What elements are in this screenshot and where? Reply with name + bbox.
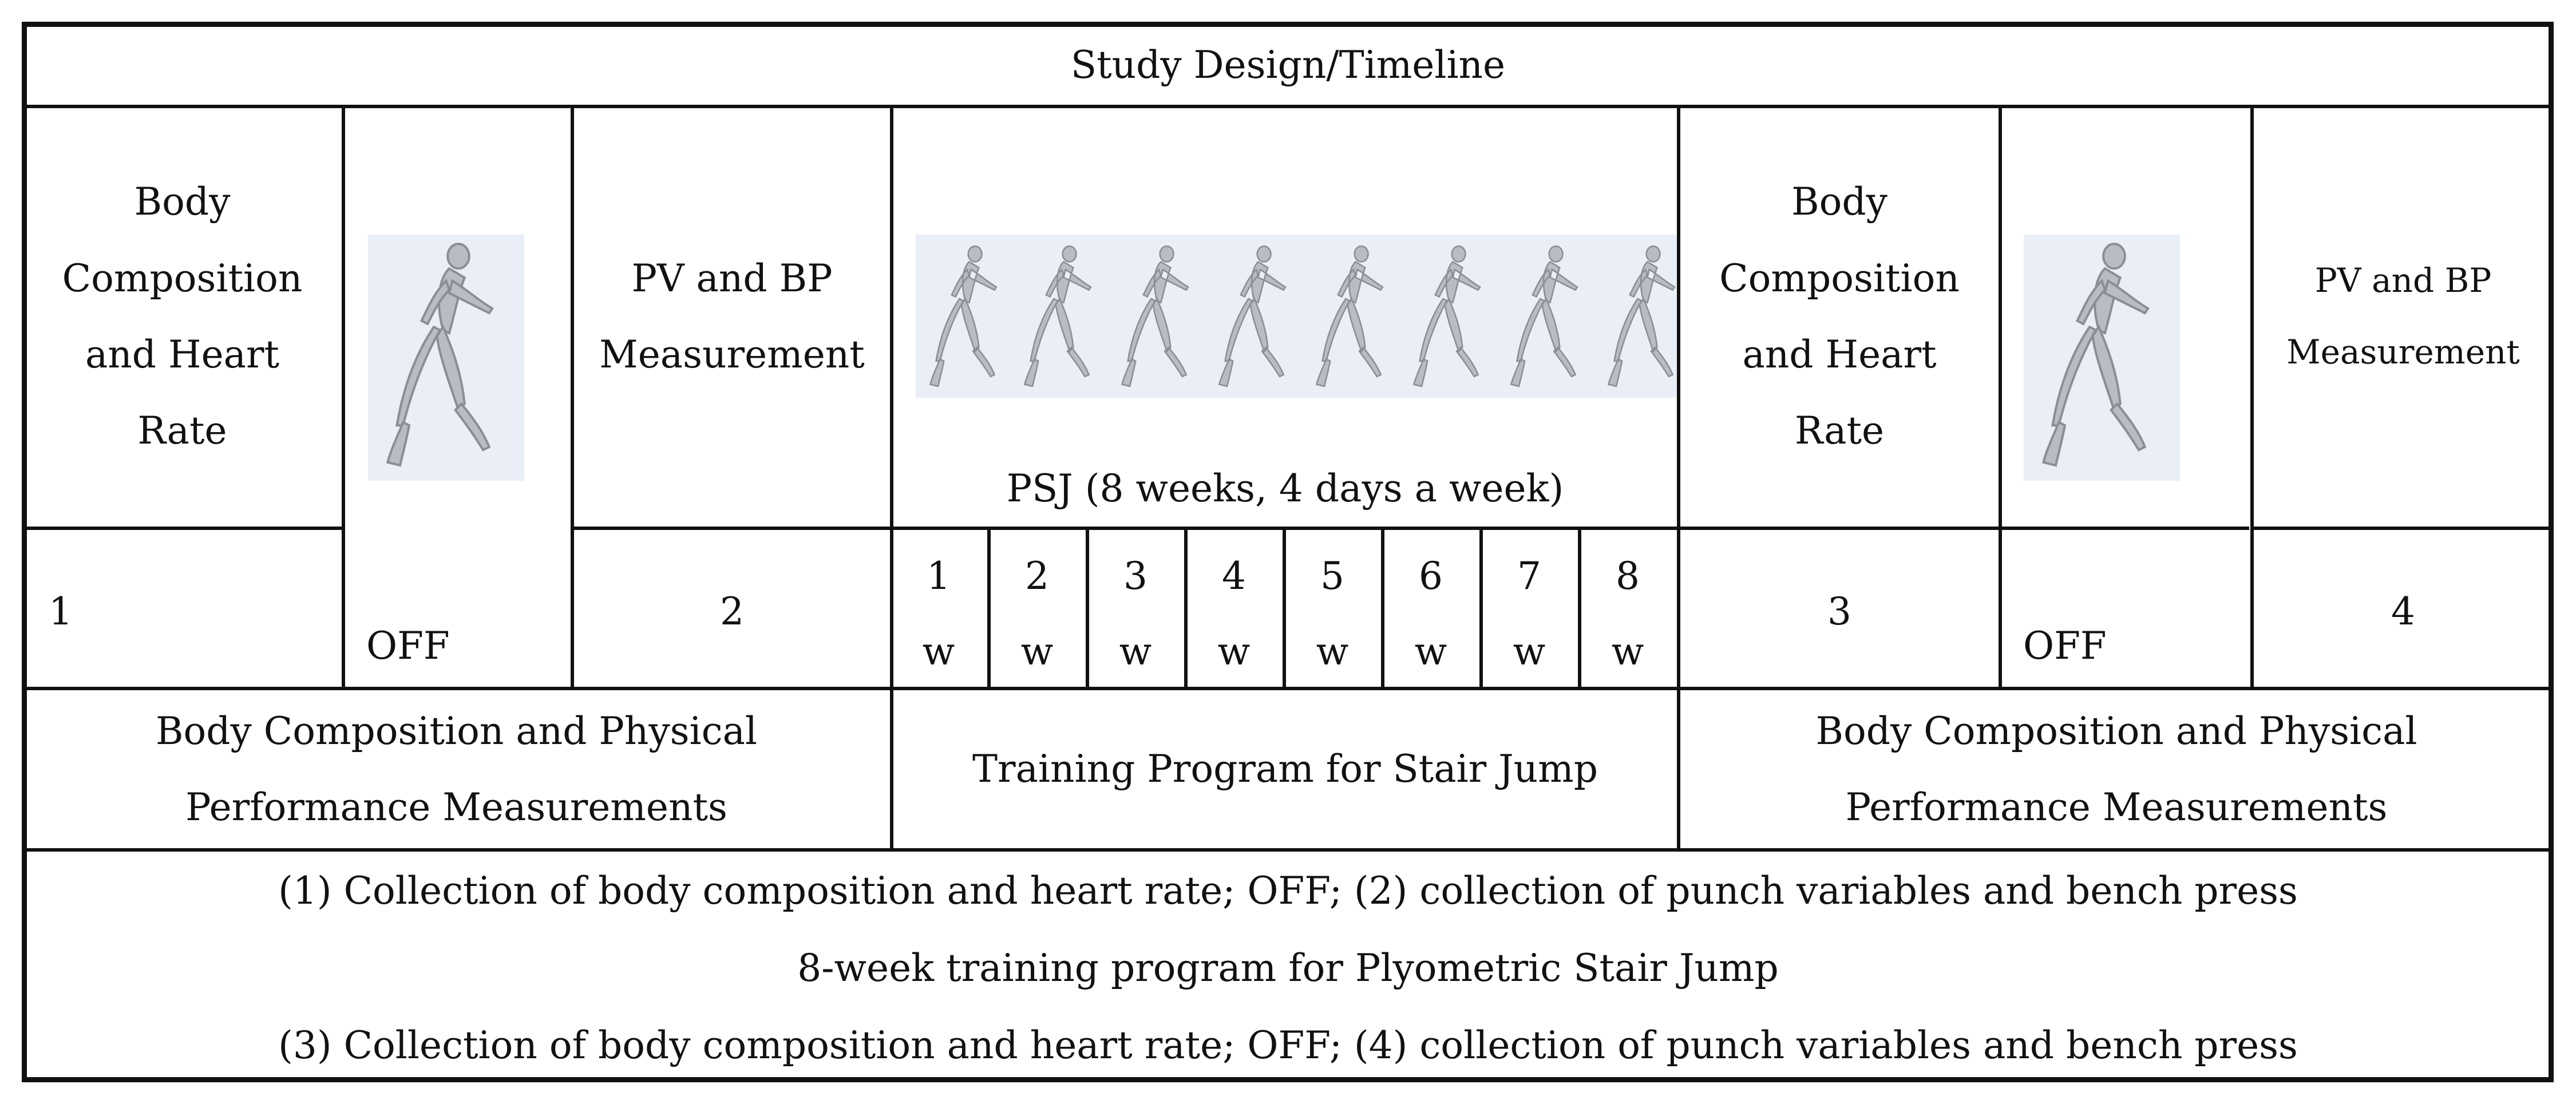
training-label: PSJ (8 weeks, 4 days a week) — [1006, 466, 1564, 511]
divider — [2252, 527, 2553, 530]
runners-strip-image — [916, 235, 1677, 398]
training-section-label: Training Program for Stair Jump — [972, 747, 1598, 792]
pre-section-label: Body Composition and Physical Performance Measurements — [155, 709, 758, 829]
step-number: 1 — [49, 589, 73, 634]
summary-line: 8-week training program for Plyometric Stair Jump — [797, 946, 1779, 990]
runners-sequence-icon — [916, 235, 1677, 398]
divider — [23, 848, 2553, 852]
pre-pv-bp-cell: PV and BP Measurement — [599, 256, 865, 377]
step-number: 2 — [720, 589, 744, 634]
timeline-table — [22, 22, 2554, 1082]
off-label: OFF — [366, 624, 450, 668]
divider — [1999, 105, 2002, 688]
page-title: Study Design/Timeline — [1070, 43, 1506, 87]
divider — [1086, 527, 1089, 688]
post-section-label: Body Composition and Physical Performance Measurements — [1815, 709, 2417, 829]
divider — [1578, 527, 1581, 688]
divider — [23, 527, 343, 530]
divider — [1184, 527, 1188, 688]
runner-image — [368, 235, 524, 481]
divider — [342, 105, 345, 688]
divider — [1381, 527, 1384, 688]
pre-body-composition-cell: Body Composition and Heart Rate — [62, 180, 303, 453]
runner-icon — [2024, 235, 2180, 481]
runner-image — [2024, 235, 2180, 481]
step-number: 4 — [2391, 589, 2415, 634]
summary-line: (1) Collection of body composition and heart rate; OFF; (2) collection of punch variables and bench press — [278, 869, 2298, 913]
divider — [572, 527, 2249, 530]
runner-icon — [368, 235, 524, 481]
divider — [1479, 527, 1483, 688]
off-label: OFF — [2023, 624, 2107, 668]
divider — [987, 527, 991, 688]
post-pv-bp-cell: PV and BP Measurement — [2286, 260, 2520, 371]
summary-line: (3) Collection of body composition and heart rate; OFF; (4) collection of punch variables and bench press — [278, 1023, 2298, 1067]
divider — [23, 105, 2553, 108]
step-number: 3 — [1827, 589, 1851, 634]
divider — [1283, 527, 1286, 688]
post-body-composition-cell: Body Composition and Heart Rate — [1719, 180, 1960, 453]
